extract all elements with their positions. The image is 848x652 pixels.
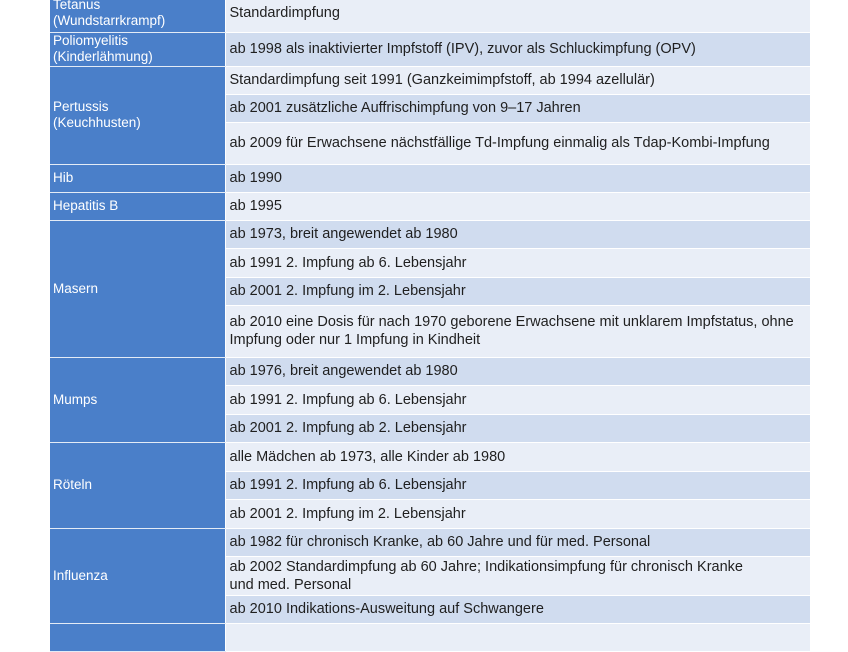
table-row xyxy=(50,0,810,32)
vaccination-history-table xyxy=(50,0,810,652)
disease-cell: Tetanus (Wundstarrkrampf) xyxy=(50,0,225,32)
table-row xyxy=(50,220,810,248)
vaccination-entry-cell: ab 1976, breit angewendet ab 1980 xyxy=(225,357,810,385)
disease-cell: Poliomyelitis (Kinderlähmung) xyxy=(50,32,225,66)
disease-cell: Masern xyxy=(50,220,225,357)
vaccination-entry-cell: ab 2001 2. Impfung im 2. Lebensjahr xyxy=(225,277,810,305)
disease-cell: Hib xyxy=(50,164,225,192)
table-body xyxy=(50,0,810,651)
vaccination-entry-cell: Standardimpfung seit 1991 (Ganzkeimimpfstoff, ab 1994 azellulär) xyxy=(225,66,810,94)
table-row xyxy=(50,164,810,192)
vaccination-entry-cell: Standardimpfung xyxy=(225,0,810,32)
vaccination-entry-cell: ab 1990 xyxy=(225,164,810,192)
vaccination-entry-cell: ab 2010 eine Dosis für nach 1970 geborene Erwachsene mit unklarem Impfstatus, ohne Impfung oder nur 1 Impfung in Kindheit xyxy=(225,305,810,357)
disease-cell xyxy=(50,623,225,651)
vaccination-entry-cell: ab 2001 2. Impfung ab 2. Lebensjahr xyxy=(225,414,810,442)
disease-cell: Röteln xyxy=(50,442,225,528)
vaccination-entry-cell: ab 2002 Standardimpfung ab 60 Jahre; Indikationsimpfung für chronisch Kranke und med. Personal xyxy=(225,556,810,595)
disease-cell: Pertussis (Keuchhusten) xyxy=(50,66,225,164)
vaccination-entry-cell: alle Mädchen ab 1973, alle Kinder ab 1980 xyxy=(225,442,810,471)
vaccination-entry-cell: ab 2010 Indikations-Ausweitung auf Schwangere xyxy=(225,595,810,623)
vaccination-entry-cell: ab 1973, breit angewendet ab 1980 xyxy=(225,220,810,248)
table-row xyxy=(50,32,810,66)
disease-cell: Hepatitis B xyxy=(50,192,225,220)
table-row xyxy=(50,66,810,94)
disease-cell: Mumps xyxy=(50,357,225,442)
vaccination-entry-cell: ab 1998 als inaktivierter Impfstoff (IPV), zuvor als Schluckimpfung (OPV) xyxy=(225,32,810,66)
table-row xyxy=(50,192,810,220)
vaccination-entry-cell: ab 1991 2. Impfung ab 6. Lebensjahr xyxy=(225,385,810,414)
table-row xyxy=(50,623,810,651)
vaccination-entry-cell: ab 2009 für Erwachsene nächstfällige Td-Impfung einmalig als Tdap-Kombi-Impfung xyxy=(225,122,810,164)
vaccination-entry-cell: ab 1991 2. Impfung ab 6. Lebensjahr xyxy=(225,471,810,499)
vaccination-entry-cell: ab 2001 2. Impfung im 2. Lebensjahr xyxy=(225,499,810,528)
table-row xyxy=(50,357,810,385)
table-row xyxy=(50,528,810,556)
disease-cell: Influenza xyxy=(50,528,225,623)
vaccination-entry-cell: ab 1991 2. Impfung ab 6. Lebensjahr xyxy=(225,248,810,277)
vaccination-entry-cell: ab 1982 für chronisch Kranke, ab 60 Jahre und für med. Personal xyxy=(225,528,810,556)
vaccination-entry-cell: ab 1995 xyxy=(225,192,810,220)
vaccination-entry-cell xyxy=(225,623,810,651)
table-row xyxy=(50,442,810,471)
vaccination-entry-cell: ab 2001 zusätzliche Auffrischimpfung von 9–17 Jahren xyxy=(225,94,810,122)
